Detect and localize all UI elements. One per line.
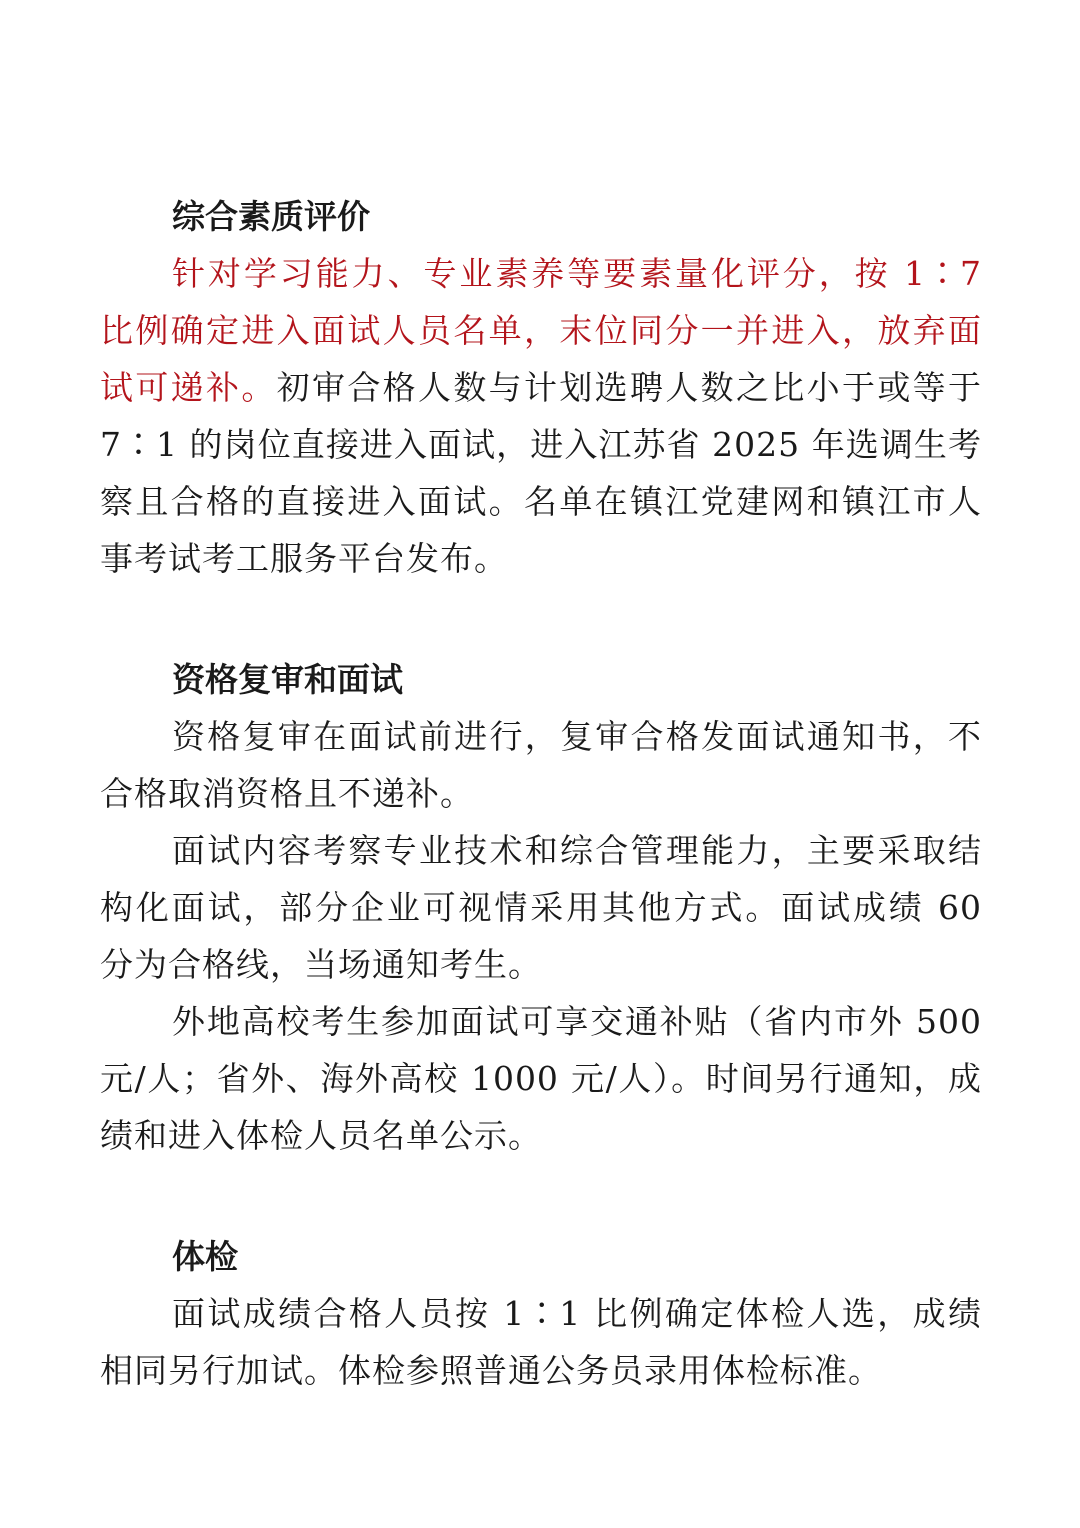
section-paragraph: 外地高校考生参加面试可享交通补贴（省内市外 500 元/人；省外、海外高校 1000 元/人）。时间另行通知，成绩和进入体检人员名单公示。 [100, 1002, 982, 1155]
section-review-and-interview [100, 651, 982, 1164]
section-paragraph: 面试内容考察专业技术和综合管理能力，主要采取结构化面试，部分企业可视情采用其他方式。面试成绩 60 分为合格线，当场通知考生。 [100, 831, 982, 984]
section-gap [100, 587, 982, 651]
document-page [100, 188, 982, 1399]
section-title: 综合素质评价 [172, 197, 370, 236]
section-title: 体检 [172, 1237, 238, 1276]
section-title: 资格复审和面试 [172, 660, 403, 699]
highlight-text: 针对学习能力、专业素养等要素量化评分，按 1∶7 比例确定进入面试人员名单，末位同分一并进入，放弃面试可递补。 [100, 254, 982, 407]
section-comprehensive-evaluation [100, 188, 982, 587]
section-paragraph: 资格复审在面试前进行，复审合格发面试通知书，不合格取消资格且不递补。 [100, 717, 982, 813]
section-paragraph: 面试成绩合格人员按 1∶1 比例确定体检人选，成绩相同另行加试。体检参照普通公务员录用体检标准。 [100, 1294, 982, 1390]
section-paragraph [100, 245, 982, 587]
section-physical-exam [100, 1228, 982, 1399]
section-gap [100, 1164, 982, 1228]
paragraph-text: 初审合格人数与计划选聘人数之比小于或等于 7∶1 的岗位直接进入面试，进入江苏省 2025 年选调生考察且合格的直接进入面试。名单在镇江党建网和镇江市人事考试考工服务平台发布。 [100, 368, 983, 578]
